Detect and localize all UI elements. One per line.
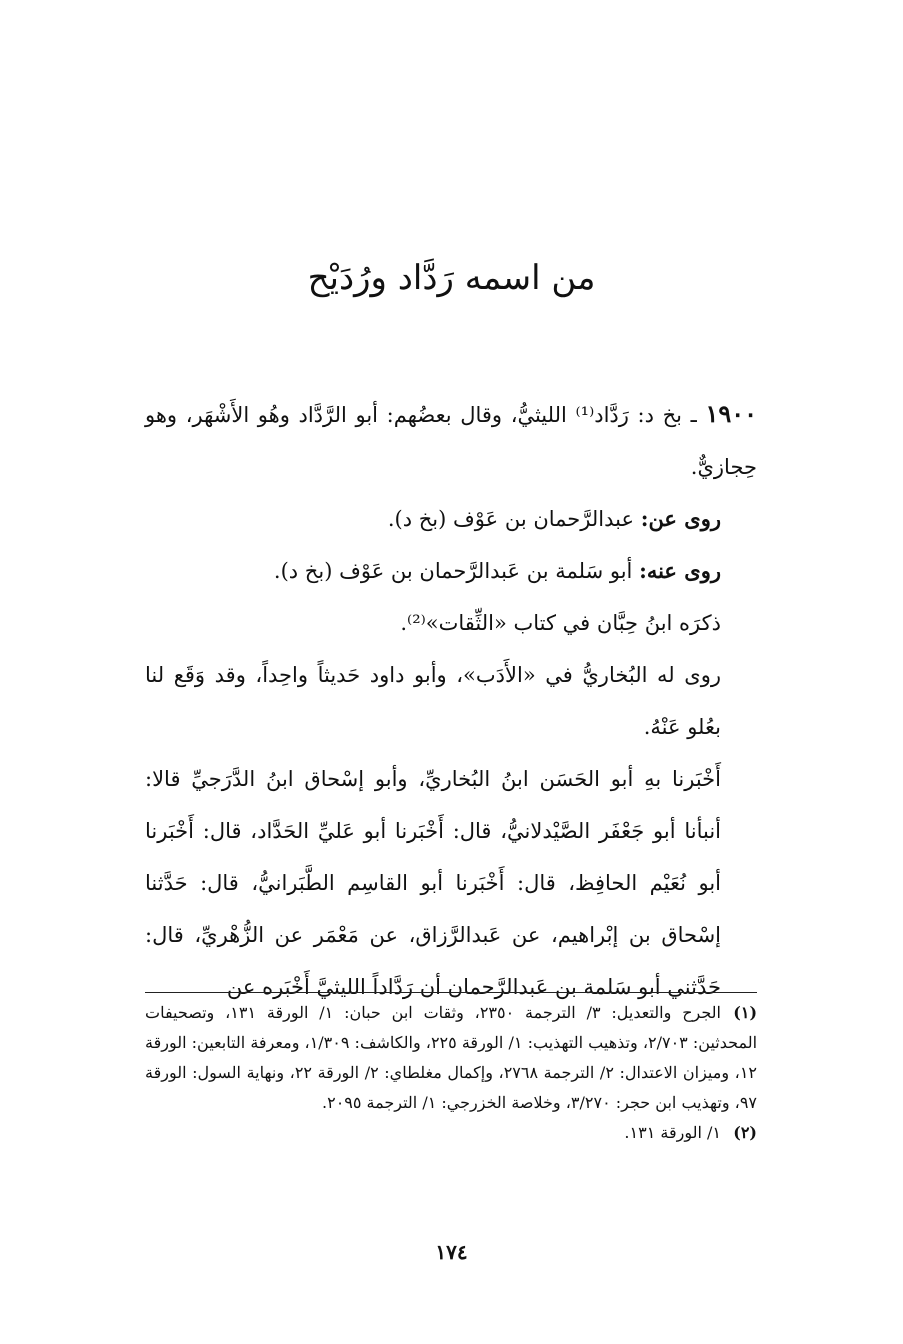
rawa-anhu-text: أبو سَلمة بن عَبدالرَّحمان بن عَوْف (بخ د). bbox=[273, 559, 633, 583]
isnad-paragraph: أَخْبَرنا بهِ أبو الحَسَن ابنُ البُخاريِّ، وأبو إسْحاق ابنُ الدَّرَجيِّ قالا: أنبأنا أبو جَعْفَر الصَّيْدلانيُّ، قال: أَخْبَرنا أبو عَليِّ الحَدَّاد، قال: أَخْبَرنا أبو نُعَيْم الحافِظ، قال: أَخْبَرنا أبو القاسِم الطَّبَرانيُّ، قال: حَدَّثنا إسْحاق بن إبْراهيم، عن عَبدالرَّزاق، عن مَعْمَر عن الزُّهْريِّ، قال: حَدَّثني أبو سَلمة بن عَبدالرَّحمان أن رَدَّاداً الليثيَّ أَخْبَره عن bbox=[145, 767, 721, 999]
footnote-2 bbox=[145, 1118, 757, 1148]
entry-number: ١٩٠٠ bbox=[705, 399, 757, 428]
footnotes bbox=[145, 998, 757, 1148]
footnote-2-text: ١/ الورقة ١٣١. bbox=[624, 1123, 721, 1142]
dhakarahu-line: ذكرَه ابنُ حِبَّان في كتاب «الثِّقات»⁽²⁾. bbox=[400, 611, 721, 635]
footnote-2-mark: (٢) bbox=[733, 1123, 757, 1142]
footnote-1 bbox=[145, 998, 757, 1118]
footnote-1-mark: (١) bbox=[733, 1003, 758, 1022]
entry-intro-text: ـ بخ د: رَدَّاد⁽¹⁾ الليثيُّ، وقال بعضُهم: أبو الرَّدَّاد وهُو الأَشْهَر، وهو حِجازيٌّ. bbox=[145, 403, 757, 479]
footnote-1-text: الجرح والتعديل: ٣/ الترجمة ٢٣٥٠، وثقات ابن حبان: ١/ الورقة ١٣١، وتصحيفات المحدثين: ٢/٧٠٣، وتذهيب التهذيب: ١/ الورقة ٢٢٥، والكاشف: ١/٣٠٩، ومعرفة التابعين: الورقة ١٢، وميزان الاعتدال: ٢/ الترجمة ٢٧٦٨، وإكمال مغلطاي: ٢/ الورقة ٢٢، ونهاية السول: الورقة ٩٧، وتهذيب ابن حجر: ٣/٢٧٠، وخلاصة الخزرجي: ١/ الترجمة ٢٠٩٥. bbox=[145, 1003, 758, 1112]
section-heading: من اسمه رَدَّاد ورُدَيْح bbox=[307, 258, 596, 298]
rawa-anhu-line bbox=[145, 545, 757, 597]
footnote-divider bbox=[145, 992, 757, 993]
rawa-anhu-label: روى عنه: bbox=[639, 558, 721, 583]
entry-body bbox=[145, 388, 757, 1013]
rawa-an-line bbox=[145, 493, 757, 545]
rawa-an-text: عبدالرَّحمان بن عَوْف (بخ د). bbox=[387, 507, 634, 531]
rawa-an-label: روى عن: bbox=[640, 506, 721, 531]
rawa-lahu-paragraph: روى له البُخاريُّ في «الأَدَب»، وأبو داود حَديثاً واحِداً، وقد وَقَع لنا بعُلو عَنْهُ. bbox=[145, 663, 721, 739]
page-number: ١٧٤ bbox=[435, 1240, 468, 1264]
entry-intro bbox=[145, 388, 757, 493]
